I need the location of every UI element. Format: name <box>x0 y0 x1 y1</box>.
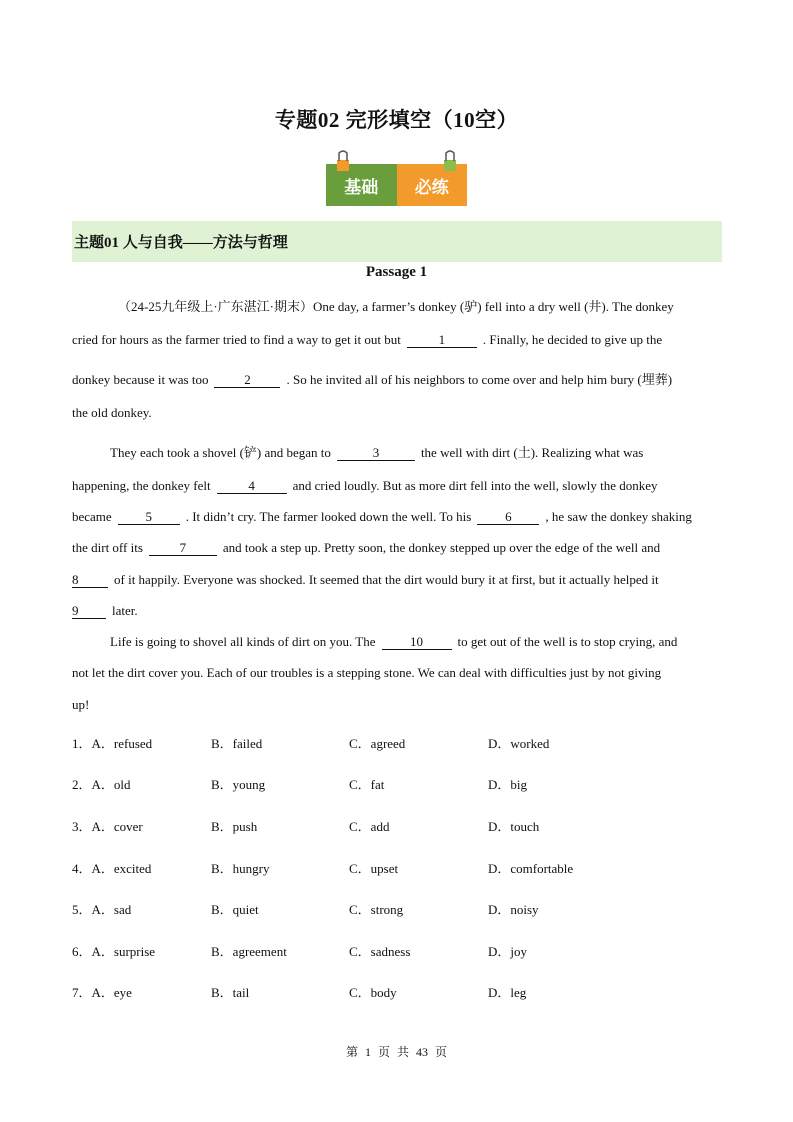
option-b[interactable]: B．young <box>211 777 266 792</box>
topic-heading: 主题01 人与自我——方法与哲理 <box>72 221 722 262</box>
paragraph-line <box>72 572 722 588</box>
text: of it happily. Everyone was shocked. It seemed that the dirt would bury it at first, but it actually helped it <box>114 572 659 587</box>
option-a[interactable]: 4．A．excited <box>72 861 152 876</box>
option-a[interactable]: 6．A．surprise <box>72 944 156 959</box>
option-b[interactable]: B．tail <box>211 985 250 1000</box>
text: the dirt off its <box>72 540 143 555</box>
text: Life is going to shovel all kinds of dirt on you. The <box>110 634 376 649</box>
blank-1[interactable]: 1 <box>407 333 477 348</box>
option-d[interactable]: D．joy <box>488 944 528 959</box>
paragraph-line <box>72 332 722 348</box>
option-c[interactable]: C．sadness <box>349 944 411 959</box>
option-c[interactable]: C．upset <box>349 861 399 876</box>
text: and cried loudly. But as more dirt fell into the well, slowly the donkey <box>292 478 658 493</box>
blank-10[interactable]: 10 <box>382 635 452 650</box>
option-a[interactable]: 7．A．eye <box>72 985 132 1000</box>
option-a[interactable]: 5．A．sad <box>72 902 132 917</box>
text: . Finally, he decided to give up the <box>482 332 663 347</box>
option-b[interactable]: B．agreement <box>211 944 287 959</box>
paragraph-line <box>72 665 722 681</box>
binder-clip-icon <box>441 150 459 172</box>
paragraph-line <box>72 405 722 421</box>
text: They each took a shovel (铲) and began to <box>110 445 331 460</box>
paragraph-line <box>72 369 722 388</box>
paragraph-line <box>72 442 760 461</box>
option-d[interactable]: D．big <box>488 777 528 792</box>
paragraph-line <box>72 697 722 713</box>
option-a[interactable]: 1．A．refused <box>72 736 153 751</box>
text: the well with dirt (土). Realizing what was <box>420 445 644 460</box>
text: later. <box>112 603 138 618</box>
text: to get out of the well is to stop crying, and <box>457 634 678 649</box>
text: not let the dirt cover you. Each of our troubles is a stepping stone. We can deal with difficulties just by not giving <box>72 665 662 680</box>
badge-left: 基础 <box>326 164 397 206</box>
text: . So he invited all of his neighbors to come over and help him bury (埋葬) <box>286 372 673 387</box>
option-d[interactable]: D．noisy <box>488 902 539 917</box>
page-footer: 第 1 页 共 43 页 <box>345 1045 447 1059</box>
text: . It didn’t cry. The farmer looked down the well. To his <box>185 509 472 524</box>
blank-4[interactable]: 4 <box>217 479 287 494</box>
paragraph-line <box>72 509 722 525</box>
option-row <box>72 774 722 792</box>
option-row <box>72 858 722 876</box>
paragraph-line <box>72 603 722 619</box>
section-badge <box>326 164 467 206</box>
page-title: 专题02 完形填空（10空） <box>274 108 519 132</box>
blank-3[interactable]: 3 <box>337 446 415 461</box>
option-c[interactable]: C．add <box>349 819 390 834</box>
option-b[interactable]: B．quiet <box>211 902 259 917</box>
binder-clip-icon <box>334 150 352 172</box>
option-row <box>72 899 722 917</box>
blank-2[interactable]: 2 <box>214 373 280 388</box>
option-c[interactable]: C．strong <box>349 902 404 917</box>
option-row <box>72 941 722 959</box>
paragraph-line <box>72 634 760 650</box>
blank-5[interactable]: 5 <box>118 510 180 525</box>
text: and took a step up. Pretty soon, the donkey stepped up over the edge of the well and <box>222 540 661 555</box>
passage-title: Passage 1 <box>365 264 428 280</box>
text: became <box>72 509 112 524</box>
paragraph-line <box>72 540 722 556</box>
badge-right: 必练 <box>397 164 468 206</box>
option-row <box>72 816 722 834</box>
option-a[interactable]: 2．A．old <box>72 777 131 792</box>
option-row <box>72 733 722 751</box>
blank-9[interactable]: 9 <box>72 604 106 619</box>
blank-8[interactable]: 8 <box>72 573 108 588</box>
option-d[interactable]: D．leg <box>488 985 527 1000</box>
option-c[interactable]: C．body <box>349 985 397 1000</box>
option-c[interactable]: C．fat <box>349 777 385 792</box>
option-d[interactable]: D．touch <box>488 819 540 834</box>
paragraph-line <box>72 478 722 494</box>
text: cried for hours as the farmer tried to find a way to get it out but <box>72 332 401 347</box>
text: happening, the donkey felt <box>72 478 211 493</box>
text: up! <box>72 697 90 712</box>
option-b[interactable]: B．failed <box>211 736 263 751</box>
text: donkey because it was too <box>72 372 209 387</box>
paragraph-line <box>72 296 722 315</box>
option-d[interactable]: D．comfortable <box>488 861 574 876</box>
option-a[interactable]: 3．A．cover <box>72 819 143 834</box>
text: the old donkey. <box>72 405 152 420</box>
option-c[interactable]: C．agreed <box>349 736 406 751</box>
option-d[interactable]: D．worked <box>488 736 550 751</box>
option-b[interactable]: B．push <box>211 819 258 834</box>
blank-6[interactable]: 6 <box>477 510 539 525</box>
text: , he saw the donkey shaking <box>545 509 692 524</box>
text: （24-25九年级上·广东湛江·期末）One day, a farmer’s donkey (驴) fell into a dry well (井). The donkey <box>118 299 674 314</box>
option-row <box>72 982 722 1000</box>
option-b[interactable]: B．hungry <box>211 861 270 876</box>
blank-7[interactable]: 7 <box>149 541 217 556</box>
